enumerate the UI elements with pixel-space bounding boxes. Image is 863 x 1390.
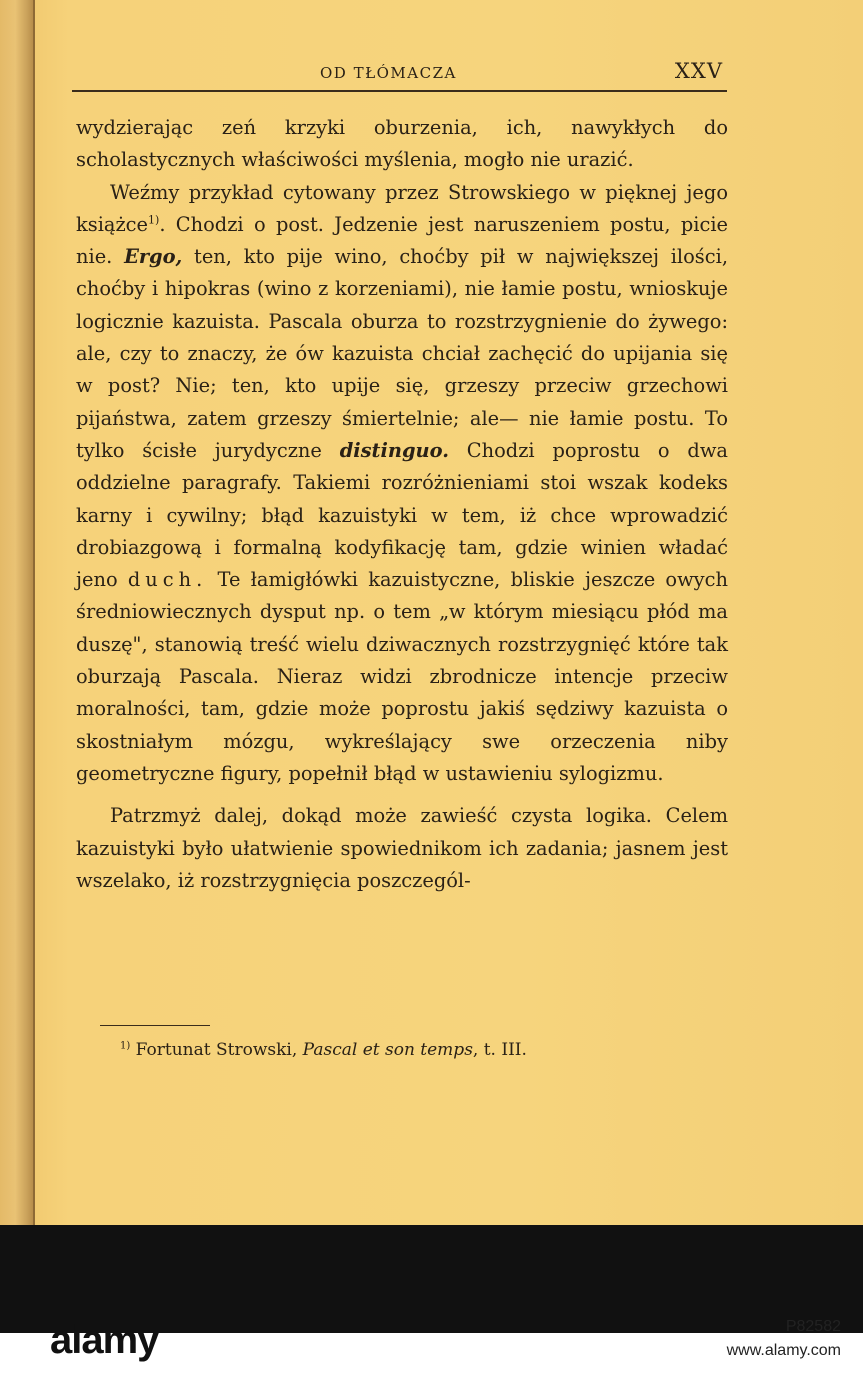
- running-title: OD TŁÓMACZA: [320, 64, 457, 82]
- page-header: [72, 58, 727, 92]
- footnote-rest: , t. III.: [472, 1040, 527, 1060]
- body-text: [76, 112, 728, 897]
- stock-id: P82582: [785, 1318, 841, 1335]
- paragraph-2-text-5: Te łamigłówki kazuistyczne, bliskie jeszcze owych średniowiecznych dysput np. o tem „w którym miesiącu płód ma duszę", stanowią treść wielu dziwacznych rozstrzygnięć które tak oburzają Pascala. Nieraz widzi zbrodnicze intencje przeciw moralności, tam, gdzie może poprostu jakiś sędziwy kazuista o skostniałym mózgu, wykreślający swe orzeczenia niby geometryczne figury, popełnił błąd w ustawieniu sylogizmu.: [76, 568, 728, 785]
- footnote-reference: 1): [148, 213, 160, 227]
- distinguo-italic: distinguo.: [339, 438, 449, 462]
- paragraph-3: Patrzmyż dalej, dokąd może zawieść czysta logika. Celem kazuistyki było ułatwienie spowiednikom ich zadania; jasnem jest wszelako, iż rozstrzygnięcia poszczegól-: [76, 804, 728, 892]
- stock-url: www.alamy.com: [726, 1342, 841, 1359]
- footnote-rule: [100, 1025, 210, 1026]
- footnote-title: Pascal et son temps: [302, 1040, 473, 1060]
- page-number: XXV: [674, 59, 723, 83]
- book-gutter: [0, 0, 34, 1225]
- paragraph-2-text-2: . Chodzi o post. Jedzenie jest naruszeniem postu, picie nie.: [76, 212, 728, 269]
- paragraph-2-text-4: Chodzi poprostu o dwa oddzielne paragrafy. Takiemi rozróżnieniami stoi wszak kodeks karny i cywilny; błąd kazuistyki w tem, iż chce wprowadzić drobiazgową i formalną kodyfikację tam, gdzie winien władać jeno: [76, 438, 728, 592]
- paragraph-2-text-1: Weźmy przykład cytowany przez Strowskiego w pięknej jego książce: [76, 180, 728, 236]
- footnote-author: Fortunat Strowski,: [130, 1040, 303, 1060]
- paragraph-2-text-3: ten, kto pije wino, choćby pił w największej ilości, choćby i hipokras (wino z korzeniami), nie łamie postu, wnioskuje logicznie kazuista. Pascala oburza to rozstrzygnienie do żywego: ale, czy to znaczy, że ów kazuista chciał zachęcić do upijania się w post? Nie; ten, kto upije się, grzeszy przeciw grzechowi pijaństwa, zatem grzeszy śmiertelnie; ale— nie łamie postu. To tylko ścisłe jurydyczne: [76, 245, 728, 462]
- watermark-dark-band: [0, 1225, 863, 1333]
- footnote-mark: 1): [120, 1040, 131, 1052]
- footnote: [120, 1040, 527, 1060]
- alamy-logo: alamy: [50, 1318, 159, 1362]
- paragraph-2: [76, 177, 728, 791]
- gutter-shadow-line: [33, 0, 35, 1225]
- paragraph-1: wydzierając zeń krzyki oburzenia, ich, nawykłych do scholastycznych właściwości myślenia, mogło nie urazić.: [76, 116, 728, 172]
- ergo-italic: Ergo,: [124, 245, 183, 269]
- duch-spaced: duch.: [127, 568, 208, 592]
